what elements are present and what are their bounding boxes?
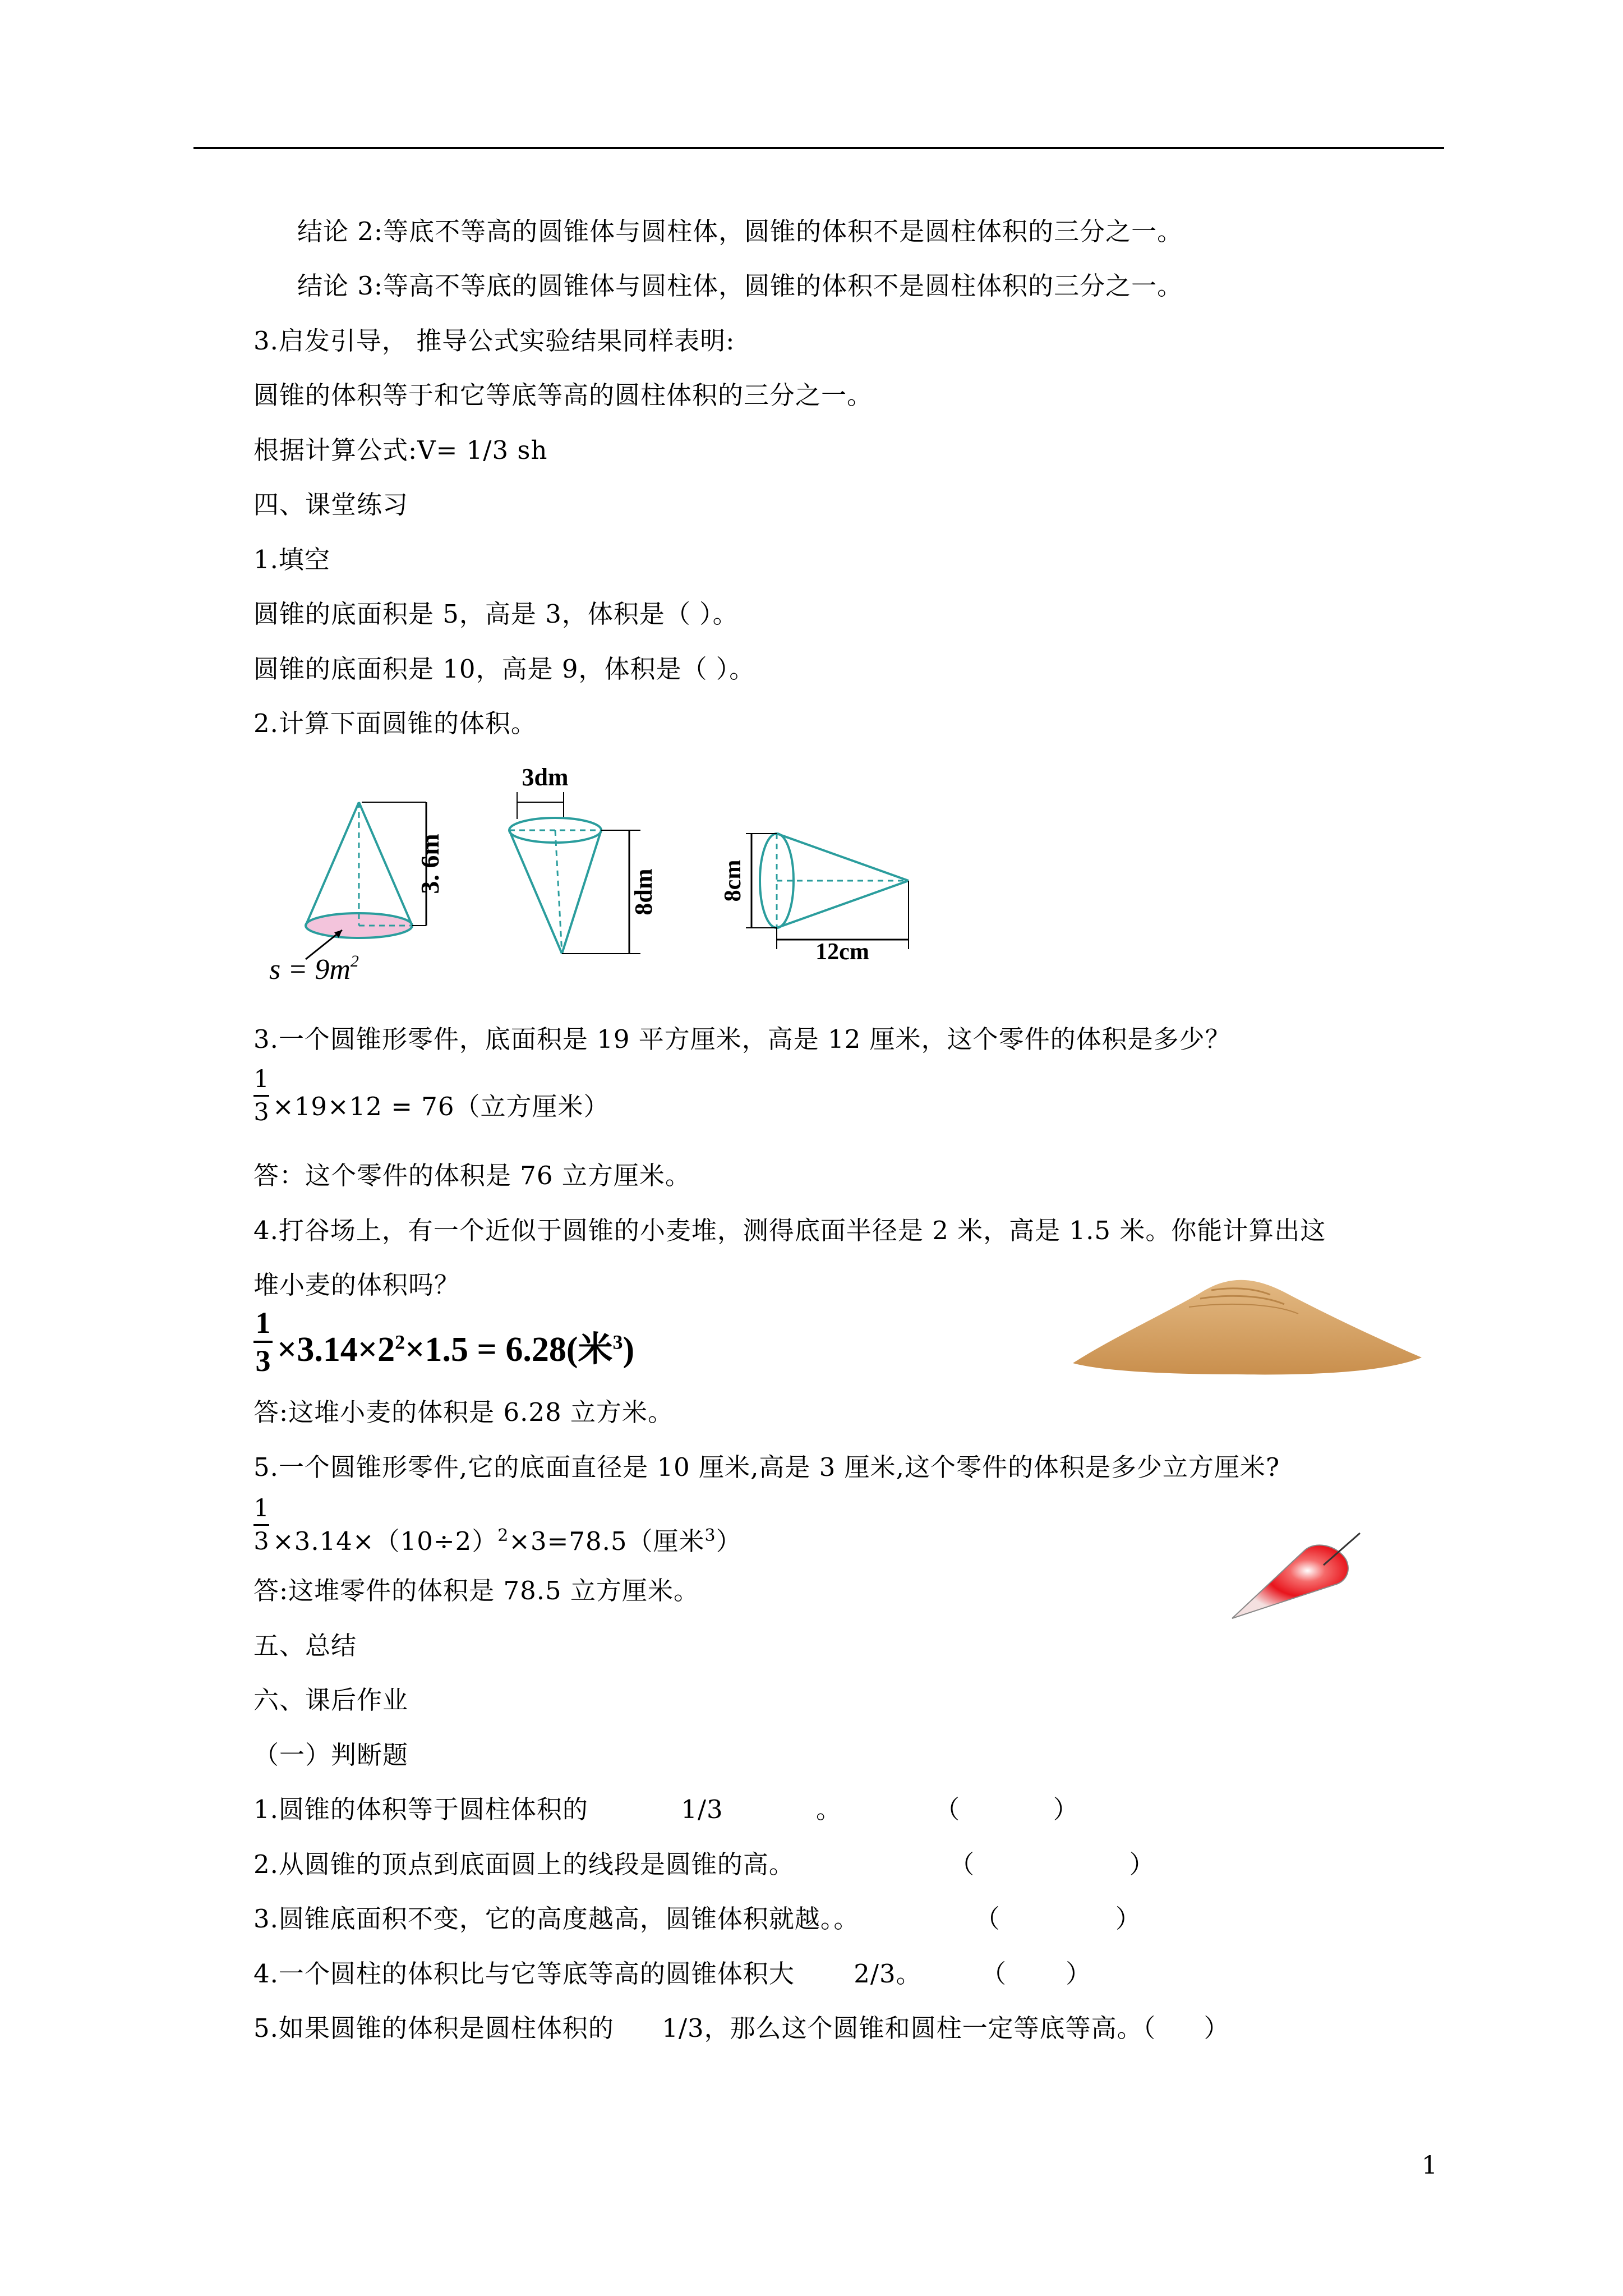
page-number: 1	[1422, 2151, 1437, 2180]
section-6-heading: 六、课后作业	[253, 1685, 409, 1715]
q3-answer: 答：这个零件的体积是 76 立方厘米。	[253, 1161, 691, 1190]
fraction-denominator: 3	[253, 1098, 269, 1126]
question-3: 3.一个圆锥形零件，底面积是 19 平方厘米，高是 12 厘米，这个零件的体积是多少？	[253, 1024, 1231, 1054]
volume-formula: 根据计算公式:V= 1/3 sh	[253, 435, 548, 465]
judgment-3: 3.圆锥底面积不变，它的高度越高，圆锥体积就越。。 （ ）	[253, 1904, 1142, 1934]
q5-fraction	[253, 1495, 269, 1555]
conclusion-3: 结论 3:等高不等底的圆锥体与圆柱体，圆锥的体积不是圆柱体积的三分之一。	[297, 271, 1183, 301]
question-4-line-2: 堆小麦的体积吗？	[253, 1270, 460, 1300]
step-3-statement: 圆锥的体积等于和它等底等高的圆柱体积的三分之一。	[253, 380, 873, 410]
question-1a: 圆锥的底面积是 5，高是 3，体积是（ ）。	[253, 599, 739, 629]
fraction-numerator: 1	[253, 1065, 269, 1093]
question-2: 2.计算下面圆锥的体积。	[253, 708, 537, 738]
fraction-numerator: 1	[255, 1306, 271, 1340]
cone-figure-1	[264, 785, 443, 999]
question-1: 1.填空	[253, 545, 330, 574]
question-1b: 圆锥的底面积是 10，高是 9，体积是（ ）。	[253, 654, 755, 684]
question-4-line-1: 4.打谷场上，有一个近似于圆锥的小麦堆，测得底面半径是 2 米，高是 1.5 米。你能计算出这	[253, 1216, 1326, 1245]
judgment-2: 2.从圆锥的顶点到底面圆上的线段是圆锥的高。 （ ）	[253, 1849, 1155, 1879]
step-3: 3.启发引导， 推导公式实验结果同样表明:	[253, 326, 735, 356]
section-4-heading: 四、课堂练习	[253, 490, 409, 519]
cone1-base-label: $s = 9m^2$	[269, 952, 359, 986]
judgment-heading: （一）判断题	[253, 1740, 409, 1770]
judgment-5: 5.如果圆锥的体积是圆柱体积的 1/3，那么这个圆锥和圆柱一定等底等高。（ ）	[253, 2013, 1230, 2043]
q4-formula: $\times 3.14\times 2^2\times 1.5 = 6.28$(米$^3$)	[277, 1331, 635, 1369]
question-5: 5.一个圆锥形零件,它的底面直径是 10 厘米,高是 3 厘米,这个零件的体积是多少立方厘米?	[253, 1452, 1280, 1482]
q5-answer: 答:这堆零件的体积是 78.5 立方厘米。	[253, 1576, 699, 1605]
cone2-height-label: 8dm	[630, 868, 657, 915]
q4-fraction	[253, 1307, 273, 1377]
cone1-height-label: 3. 6m	[416, 834, 444, 894]
header-rule	[193, 147, 1444, 149]
q3-fraction	[253, 1066, 269, 1126]
judgment-4: 4.一个圆柱的体积比与它等底等高的圆锥体积大 2/3。 （ ）	[253, 1959, 1092, 1989]
fraction-numerator: 1	[253, 1494, 269, 1522]
cone-figure-2	[499, 757, 667, 970]
judgment-1: 1.圆锥的体积等于圆柱体积的 1/3 。 （ ）	[253, 1795, 1079, 1824]
q4-answer: 答:这堆小麦的体积是 6.28 立方米。	[253, 1397, 674, 1427]
conclusion-2: 结论 2:等底不等高的圆锥体与圆柱体，圆锥的体积不是圆柱体积的三分之一。	[297, 217, 1183, 246]
section-5-heading: 五、总结	[253, 1631, 357, 1660]
cone-figure-3	[720, 825, 925, 965]
wheat-pile-image	[1068, 1273, 1427, 1380]
fraction-denominator: 3	[253, 1527, 269, 1556]
fraction-denominator: 3	[255, 1344, 271, 1378]
q3-calculation: ×19×12 = 76（立方厘米）	[273, 1092, 610, 1121]
q5-calculation: $\times 3.14\times(10\div 2)^2\times 3=78.5$（厘米$^3$）	[273, 1526, 742, 1556]
cone2-diameter-label: 3dm	[522, 763, 569, 791]
red-cone-image	[1225, 1517, 1366, 1624]
cone3-height-label: 12cm	[815, 939, 869, 965]
cone3-diameter-label: 8cm	[720, 859, 746, 902]
